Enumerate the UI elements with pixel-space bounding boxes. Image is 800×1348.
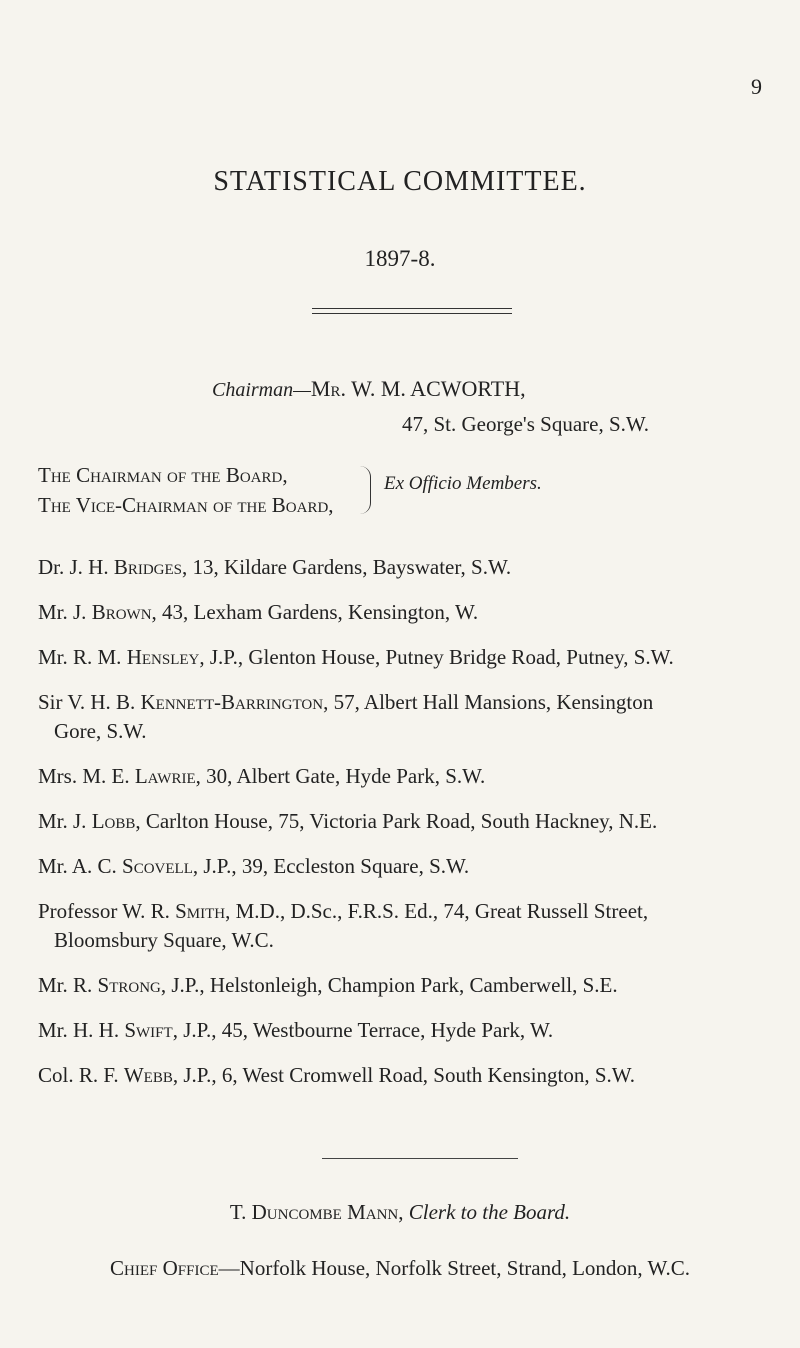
member-surname: Lobb <box>91 809 136 833</box>
rule-divider <box>322 1158 518 1159</box>
ex-officio-block <box>38 460 542 520</box>
clerk-role: Clerk to the Board. <box>408 1200 571 1224</box>
member-surname: Scovell <box>122 854 193 878</box>
page-title: STATISTICAL COMMITTEE. <box>213 166 587 197</box>
chairman-title: Mr. <box>310 376 346 401</box>
chairman-address: 47, St. George's Square, S.W. <box>402 412 650 436</box>
office-address: —Norfolk House, Norfolk Street, Strand, London, W.C. <box>218 1256 690 1280</box>
member-surname: Lawrie <box>134 764 196 788</box>
member-entry: Col. R. F. Webb, J.P., 6, West Cromwell Road, South Kensington, S.W. <box>38 1063 635 1087</box>
member-entry: Mr. J. Brown, 43, Lexham Gardens, Kensington, W. <box>38 600 479 624</box>
brace-icon <box>360 466 371 514</box>
member-surname: Smith <box>175 899 226 923</box>
member-entry: Professor W. R. Smith, M.D., D.Sc., F.R.S. Ed., 74, Great Russell Street, Bloomsbury Square, W.C. <box>38 897 768 955</box>
member-entry: Mrs. M. E. Lawrie, 30, Albert Gate, Hyde Park, S.W. <box>38 764 486 788</box>
member-entry: Mr. J. Lobb, Carlton House, 75, Victoria Park Road, South Hackney, N.E. <box>38 809 658 833</box>
member-surname: Strong <box>97 973 161 997</box>
ex-officio-label: Ex Officio Members. <box>384 473 542 494</box>
double-rule-divider <box>312 308 512 314</box>
member-surname: Kennett-Barrington <box>140 690 324 714</box>
chairman-label: Chairman— <box>212 379 311 401</box>
office-label: Chief Office <box>110 1256 219 1280</box>
member-entry: Mr. R. Strong, J.P., Helstonleigh, Champion Park, Camberwell, S.E. <box>38 973 618 997</box>
members-list <box>38 553 768 1106</box>
clerk-line <box>0 1200 800 1225</box>
member-entry: Mr. R. M. Hensley, J.P., Glenton House, Putney Bridge Road, Putney, S.W. <box>38 645 674 669</box>
member-continuation: Gore, S.W. <box>54 719 147 743</box>
member-surname: Brown <box>91 600 152 624</box>
ex-officio-chairman: The Chairman of the Board, <box>38 463 288 487</box>
member-entry: Dr. J. H. Bridges, 13, Kildare Gardens, Bayswater, S.W. <box>38 555 512 579</box>
chairman-line <box>212 376 526 402</box>
ex-officio-vice-chairman: The Vice-Chairman of the Board, <box>38 493 334 517</box>
member-surname: Webb <box>123 1063 173 1087</box>
page-number: 9 <box>751 74 762 99</box>
member-surname: Swift <box>124 1018 173 1042</box>
year-subtitle: 1897-8. <box>364 246 436 271</box>
member-entry: Mr. H. H. Swift, J.P., 45, Westbourne Terrace, Hyde Park, W. <box>38 1018 554 1042</box>
chairman-name: W. M. ACWORTH, <box>351 376 526 401</box>
member-entry: Mr. A. C. Scovell, J.P., 39, Eccleston Square, S.W. <box>38 854 470 878</box>
member-surname: Hensley <box>126 645 200 669</box>
office-line <box>0 1256 800 1281</box>
clerk-name: T. Duncombe Mann, <box>229 1200 404 1224</box>
member-entry: Sir V. H. B. Kennett-Barrington, 57, Albert Hall Mansions, Kensington Gore, S.W. <box>38 688 768 746</box>
member-surname: Bridges <box>113 555 183 579</box>
member-continuation: Bloomsbury Square, W.C. <box>54 928 274 952</box>
